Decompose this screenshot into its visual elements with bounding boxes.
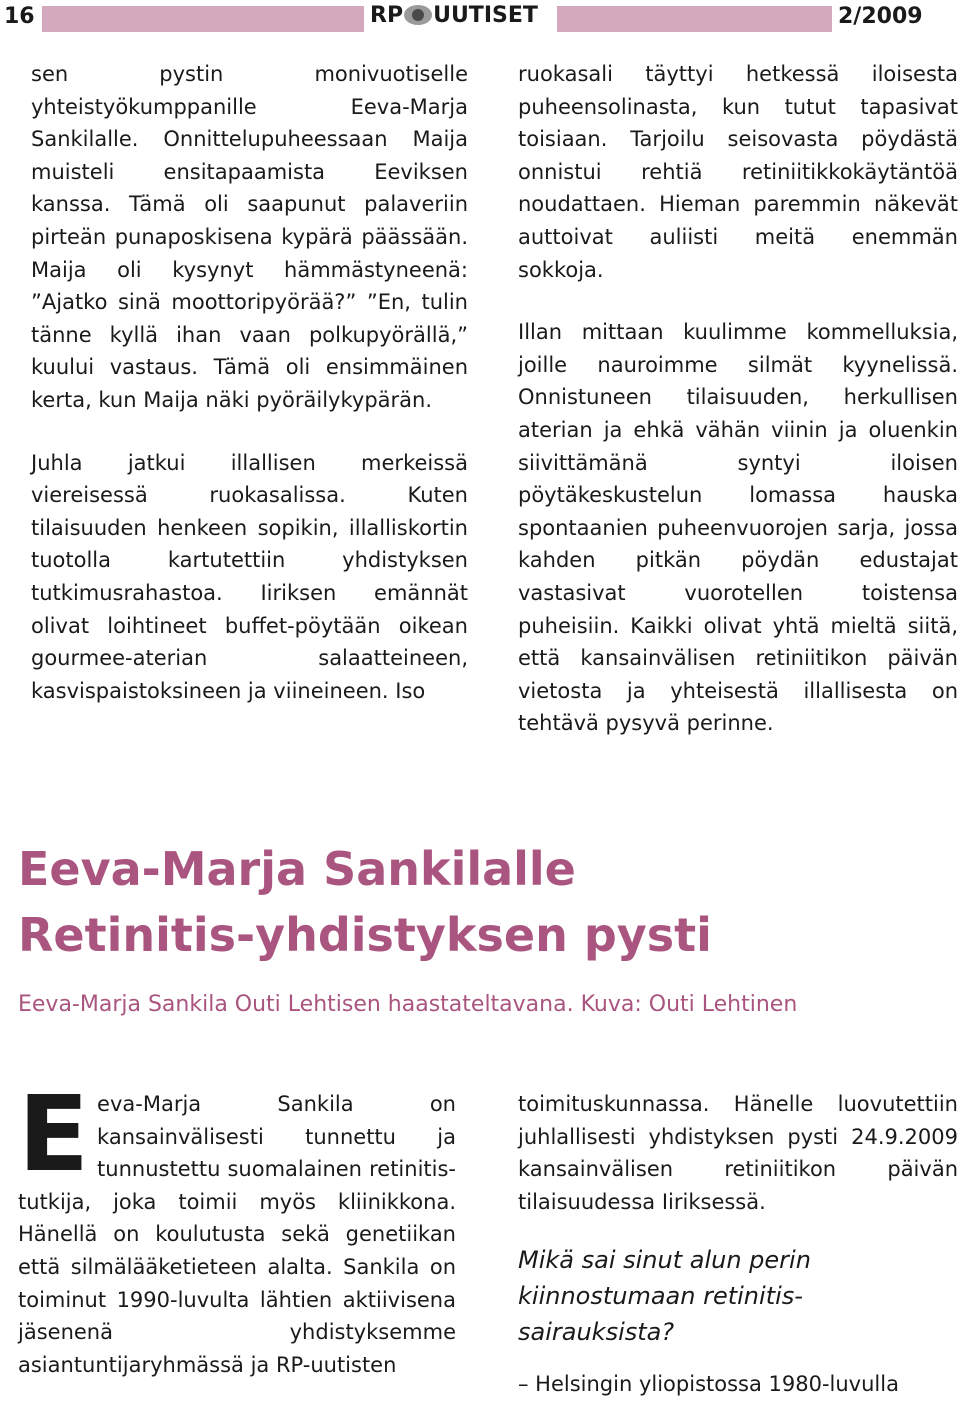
paragraph: Illan mittaan kuulimme kommelluksia, joille nauroimme silmät kyynelissä. Onnistuneen tilaisuuden, herkullisen aterian ja ehkä vähän viinin ja oluenkin siivittämänä syntyi iloisen pöytäkeskustelun lomassa hauska spontaanien puheenvuorojen sarja, jossa kahden pitkän pöydän edustajat vastasivat vuorotellen toistensa puheisiin. Kaikki olivat yhtä mieltä siitä, että kansainvälisen retiniitikon päivän vietosta ja yhteisestä illallisesta on tehtävä pysyvä perinne. bbox=[518, 320, 958, 736]
paragraph: Juhla jatkui illallisen merkeissä viereisessä ruokasalissa. Kuten tilaisuuden henkeen sopikin, illalliskortin tuotolla kartutettiin yhdistyksen tutkimusrahastoa. Iiriksen emännät olivat loihtineet buffet-pöytään oikean gourmee-aterian salaatteineen, kasvispaistoksineen ja viineineen. Iso bbox=[31, 450, 468, 703]
intro-text: eva-Marja Sankila on kansainvälisesti tunnettu ja tunnustettu suomalainen retinitis-tutkija, joka toimii myös kliinikkona. Hänellä on koulutusta sekä genetiikan että silmälääketieteen alalta. Sankila on toiminut 1990-luvulta lähtien aktiivisena jäsenenä yhdistyksemme asiantuntijaryhmässä ja RP-uutisten bbox=[18, 1092, 456, 1377]
issue-number: 2/2009 bbox=[838, 4, 923, 29]
intro-paragraph bbox=[18, 1073, 456, 1381]
headline-line-2: Retinitis-yhdistyksen pysti bbox=[18, 908, 712, 962]
header-bar-right bbox=[557, 6, 832, 32]
column-bottom-left bbox=[18, 1073, 456, 1381]
paragraph: sen pystin monivuotiselle yhteistyökumppanille Eeva-Marja Sankilalle. Onnittelupuheessaan Maija muisteli ensitapaamista Eeviksen kanssa. Tämä oli saapunut palaveriin pirteän punaposkisena kypärä päässään. Maija oli kysynyt hämmästyneenä: ”Ajatko sinä moottoripyörää?” ”En, tulin tänne kyllä ihan vaan polkupyörällä,” kuului vastaus. Tämä oli ensimmäinen kerta, kun Maija näki pyöräilykypärän. bbox=[31, 62, 468, 412]
drop-cap: E bbox=[18, 1073, 90, 1195]
publication-logo bbox=[370, 3, 538, 28]
logo-rp: RP bbox=[370, 3, 404, 28]
logo-uutiset: UUTISET bbox=[433, 3, 538, 28]
photo-caption: Eeva-Marja Sankila Outi Lehtisen haastateltavana. Kuva: Outi Lehtinen bbox=[18, 992, 798, 1017]
article-headline bbox=[18, 836, 948, 968]
column-top-left bbox=[31, 58, 468, 707]
column-top-right bbox=[518, 58, 958, 740]
header-bar-left bbox=[42, 6, 364, 32]
paragraph: ruokasali täyttyi hetkessä iloisesta puheensolinasta, kun tutut tapasivat toisiaan. Tarjoilu seisovasta pöydästä onnistui rehtiä retiniitikkokäytäntöä noudattaen. Hieman paremmin näkevät auttoivat auliisti meitä enemmän sokkoja. bbox=[518, 62, 958, 282]
paragraph: toimituskunnassa. Hänelle luovutettiin juhlallisesti yhdistyksen pysti 24.9.2009 kansainvälisen retiniitikon päivän tilaisuudessa Iiriksessä. bbox=[518, 1092, 958, 1214]
headline-line-1: Eeva-Marja Sankilalle bbox=[18, 842, 576, 896]
column-bottom-right bbox=[518, 1088, 958, 1401]
interview-question: Mikä sai sinut alun perin kiinnostumaan retinitis-sairauksista? bbox=[518, 1246, 811, 1347]
interview-answer: – Helsingin yliopistossa 1980-luvulla bbox=[518, 1372, 899, 1397]
page-number: 16 bbox=[4, 4, 35, 29]
eye-icon bbox=[404, 5, 432, 25]
